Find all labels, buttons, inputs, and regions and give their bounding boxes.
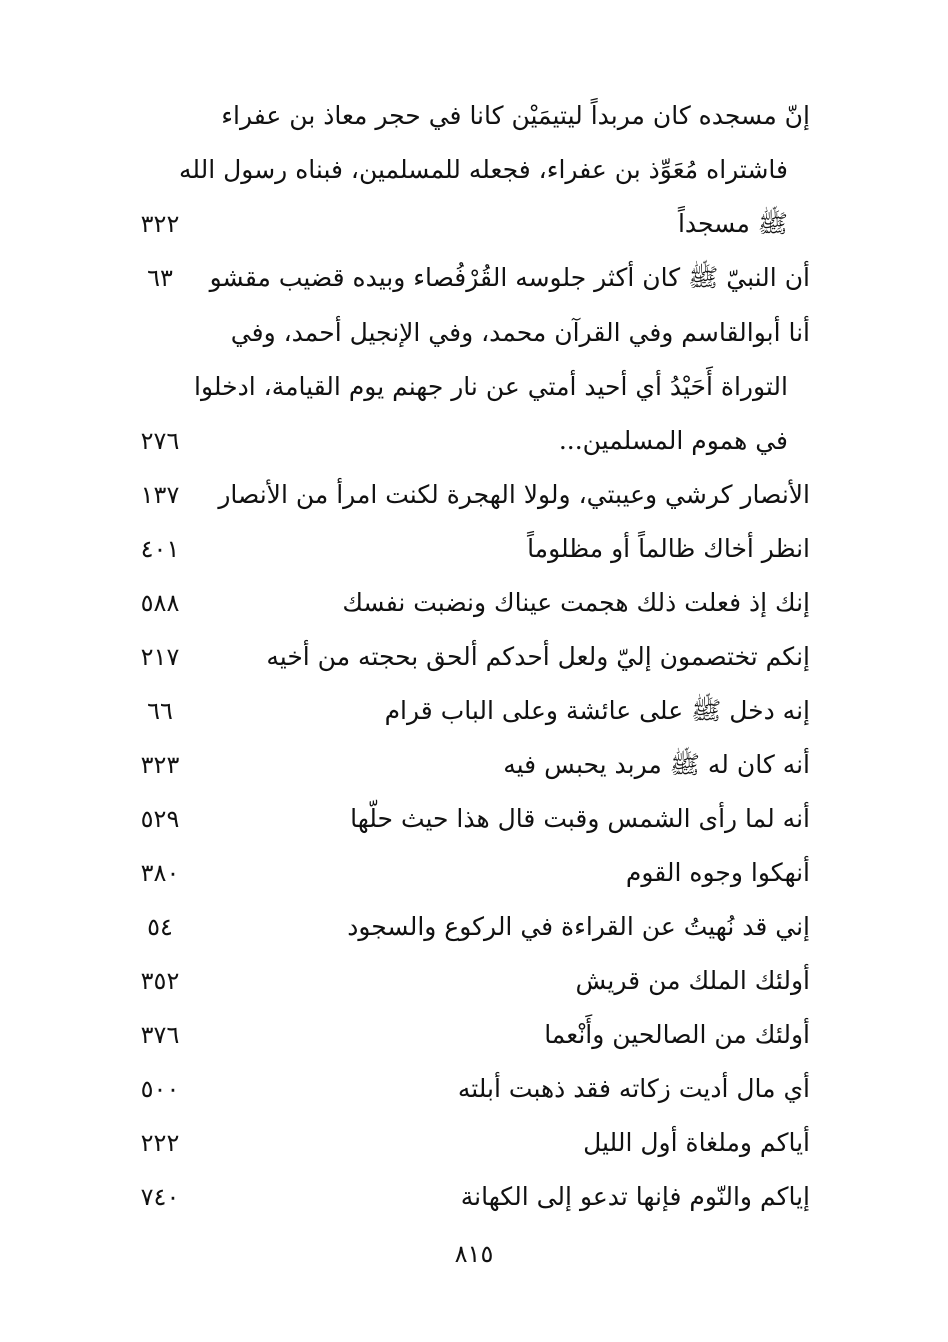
entry-page-number: ٣٢٢ <box>140 210 180 238</box>
entry-text-line: إنك إذ فعلت ذلك هجمت عيناك ونضبت نفسك <box>342 588 810 617</box>
index-entry <box>120 1008 810 1062</box>
index-entry <box>120 251 810 305</box>
entry-text-line: ﷺ مسجداً <box>677 209 788 238</box>
entry-text-line: أنهكوا وجوه القوم <box>625 858 810 887</box>
entry-page-number: ٢٢٢ <box>140 1129 180 1157</box>
entry-text-line: أنه لما رأى الشمس وقبت قال هذا حيث حلّها <box>350 804 810 833</box>
entry-text-line: التوراة أَحَيْدُ أي أحيد أمتي عن نار جهنم يوم القيامة، ادخلوا <box>194 372 788 401</box>
index-entry <box>120 954 810 1008</box>
entry-text-line: أن النبيّ ﷺ كان أكثر جلوسه القُرْفُصاء وبيده قضيب مقشو <box>209 263 810 292</box>
index-entry <box>120 1116 810 1170</box>
entry-text-line: أنا أبوالقاسم وفي القرآن محمد، وفي الإنجيل أحمد، وفي <box>230 318 810 347</box>
entry-page-number: ٣٢٣ <box>140 751 180 779</box>
entry-text-line: إني قد نُهيتُ عن القراءة في الركوع والسجود <box>347 912 810 941</box>
entry-text-line: أنه كان له ﷺ مربد يحبس فيه <box>503 750 810 779</box>
index-entry <box>120 1062 810 1116</box>
entry-text-line: الأنصار كرشي وعيبتي، ولولا الهجرة لكنت امرأ من الأنصار <box>218 480 810 509</box>
entry-page-number: ١٣٧ <box>140 481 180 509</box>
index-entry <box>120 576 810 630</box>
index-entry <box>120 306 810 468</box>
entry-page-number: ٦٦ <box>147 697 173 725</box>
entry-page-number: ٥٤ <box>147 913 173 941</box>
entry-text-line: أياكم وملغاة أول الليل <box>583 1128 810 1157</box>
index-entry <box>120 89 810 251</box>
entry-text-line: إنه دخل ﷺ على عائشة وعلى الباب قرام <box>384 696 810 725</box>
entry-text-line: في هموم المسلمين... <box>558 426 788 455</box>
entry-page-number: ٣٥٢ <box>140 967 180 995</box>
entry-text-line: أولئك من الصالحين وأَنْعما <box>544 1020 810 1049</box>
entry-page-number: ٤٠١ <box>140 535 180 563</box>
entry-text-line: إنكم تختصمون إليّ ولعل أحدكم ألحق بحجته من أخيه <box>266 642 810 671</box>
entry-page-number: ٦٣ <box>147 264 173 292</box>
entry-page-number: ٧٤٠ <box>140 1183 180 1211</box>
entry-page-number: ٥٢٩ <box>140 805 180 833</box>
index-entry <box>120 846 810 900</box>
index-entry <box>120 792 810 846</box>
entry-page-number: ٢٧٦ <box>140 427 180 455</box>
index-entry <box>120 684 810 738</box>
index-entry <box>120 738 810 792</box>
entry-page-number: ٣٨٠ <box>140 859 180 887</box>
entry-text-line: فاشتراه مُعَوِّذ بن عفراء، فجعله للمسلمين، فبناه رسول الله <box>178 155 788 184</box>
entry-page-number: ٣٧٦ <box>140 1021 180 1049</box>
index-entry <box>120 522 810 576</box>
footer-page-number: ٨١٥ <box>454 1240 494 1268</box>
entry-page-number: ٥٠٠ <box>140 1075 180 1103</box>
entry-page-number: ٢١٧ <box>140 643 180 671</box>
entry-page-number: ٥٨٨ <box>140 589 180 617</box>
index-entry <box>120 1170 810 1224</box>
entry-text-line: انظر أخاك ظالماً أو مظلوماً <box>527 534 810 563</box>
index-entry <box>120 900 810 954</box>
entry-text-line: أي مال أديت زكاته فقد ذهبت أبلته <box>457 1074 810 1103</box>
index-entry <box>120 468 810 522</box>
entry-text-line: أولئك الملك من قريش <box>575 966 810 995</box>
entry-text-line: إنّ مسجده كان مربداً ليتيمَيْن كانا في حجر معاذ بن عفراء <box>221 101 810 130</box>
index-entry <box>120 630 810 684</box>
entry-text-line: إياكم والنّوم فإنها تدعو إلى الكهانة <box>460 1182 810 1211</box>
